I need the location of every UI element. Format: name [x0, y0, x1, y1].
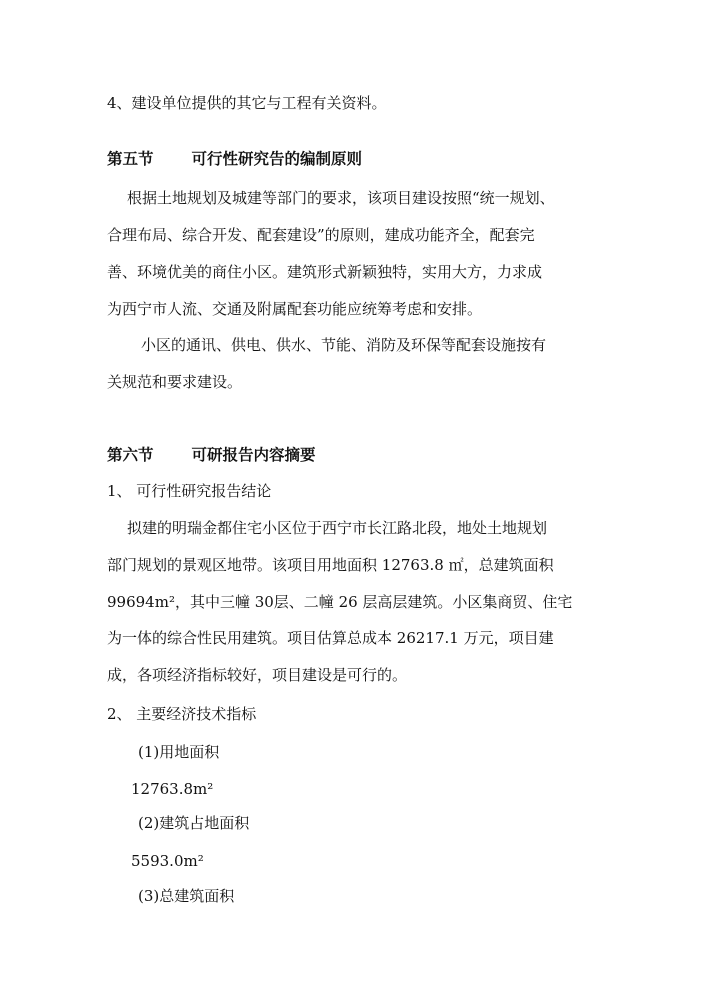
section-6-heading [107, 445, 316, 465]
section-5-para1-line1: 根据土地规划及城建等部门的要求，该项目建设按照“统一规划、 [127, 189, 555, 207]
section-6-para1-line4: 为一体的综合性民用建筑。项目估算总成本 26217.1 万元，项目建 [107, 629, 554, 647]
section-6-number: 第六节 [107, 446, 154, 464]
subsection-2-title: 2、 主要经济技术指标 [107, 705, 257, 723]
section-5-para1-line4: 为西宁市人流、交通及附属配套功能应统筹考虑和安排。 [107, 300, 483, 318]
indicator-2-value: 5593.0m² [131, 852, 204, 870]
indicator-2-label: (2)建筑占地面积 [138, 814, 250, 832]
section-5-para1-line2: 合理布局、综合开发、配套建设”的原则，建成功能齐全，配套完 [107, 226, 535, 244]
subsection-1-title: 1、 可行性研究报告结论 [107, 482, 272, 500]
section-5-para2-line2: 关规范和要求建设。 [107, 373, 243, 391]
item-4: 4、建设单位提供的其它与工程有关资料。 [107, 94, 387, 112]
section-5-para2-line1: 小区的通讯、供电、供水、节能、消防及环保等配套设施按有 [141, 336, 547, 354]
section-6-para1-line5: 成，各项经济指标较好，项目建设是可行的。 [107, 666, 408, 684]
section-5-number: 第五节 [107, 150, 154, 168]
section-5-para1-line3: 善、环境优美的商住小区。建筑形式新颖独特，实用大方，力求成 [107, 263, 543, 281]
indicator-1-value: 12763.8m² [131, 780, 214, 798]
section-6-title: 可研报告内容摘要 [191, 446, 316, 464]
section-5-title: 可行性研究告的编制原则 [191, 150, 363, 168]
indicator-1-label: (1)用地面积 [138, 743, 220, 761]
section-5-heading [107, 149, 362, 169]
section-6-para1-line2: 部门规划的景观区地带。该项目用地面积 12763.8 ㎡，总建筑面积 [107, 556, 554, 574]
section-6-para1-line3: 99694m²，其中三幢 30层、二幢 26 层高层建筑。小区集商贸、住宅 [107, 593, 573, 611]
section-6-para1-line1: 拟建的明瑞金都住宅小区位于西宁市长江路北段，地处土地规划 [127, 519, 548, 537]
indicator-3-label: (3)总建筑面积 [138, 887, 235, 905]
